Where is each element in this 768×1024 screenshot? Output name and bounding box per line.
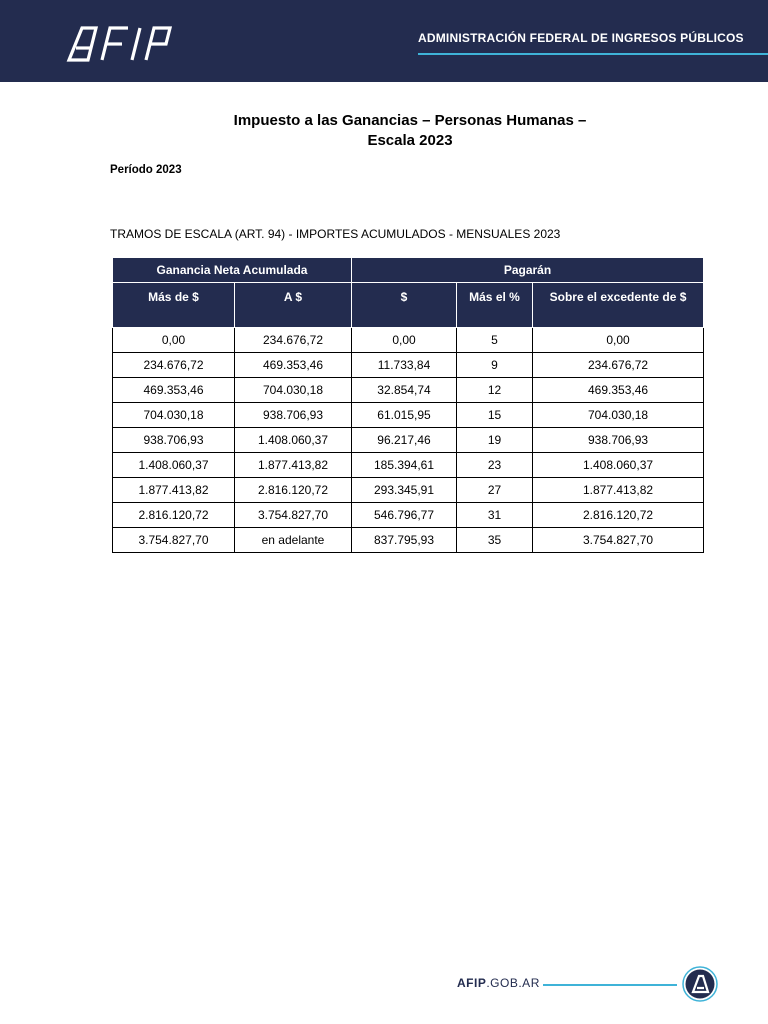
cell-a: 2.816.120,72 [235,478,352,503]
cell-sobre-excedente: 938.706,93 [533,428,704,453]
cell-mas-el-pct: 19 [457,428,533,453]
tramos-heading: TRAMOS DE ESCALA (ART. 94) - IMPORTES ACUMULADOS - MENSUALES 2023 [110,227,561,241]
cell-mas-el-pct: 15 [457,403,533,428]
footer-accent-line [543,984,677,986]
footer-url-rest: .GOB.AR [486,976,540,990]
table-row [113,353,704,378]
cell-pesos: 185.394,61 [352,453,457,478]
cell-sobre-excedente: 0,00 [533,328,704,353]
cell-pesos: 0,00 [352,328,457,353]
cell-mas-el-pct: 31 [457,503,533,528]
afip-badge-icon [682,966,718,1002]
table-row [113,478,704,503]
cell-sobre-excedente: 704.030,18 [533,403,704,428]
col-header-sobre-excedente: Sobre el excedente de $ [533,283,704,328]
cell-sobre-excedente: 1.408.060,37 [533,453,704,478]
table-row [113,453,704,478]
agency-name: ADMINISTRACIÓN FEDERAL DE INGRESOS PÚBLICOS [418,31,744,45]
cell-a: en adelante [235,528,352,553]
cell-mas-el-pct: 12 [457,378,533,403]
cell-mas-el-pct: 35 [457,528,533,553]
cell-sobre-excedente: 3.754.827,70 [533,528,704,553]
period-label: Período 2023 [110,164,182,176]
cell-a: 3.754.827,70 [235,503,352,528]
cell-sobre-excedente: 469.353,46 [533,378,704,403]
cell-mas-de: 938.706,93 [113,428,235,453]
cell-mas-de: 0,00 [113,328,235,353]
cell-sobre-excedente: 234.676,72 [533,353,704,378]
col-header-a: A $ [235,283,352,328]
cell-sobre-excedente: 1.877.413,82 [533,478,704,503]
cell-mas-de: 2.816.120,72 [113,503,235,528]
table-row [113,403,704,428]
cell-pesos: 96.217,46 [352,428,457,453]
col-header-mas-el-pct: Más el % [457,283,533,328]
cell-mas-el-pct: 9 [457,353,533,378]
group-header-ganancia: Ganancia Neta Acumulada [113,258,352,283]
cell-a: 1.408.060,37 [235,428,352,453]
cell-mas-de: 469.353,46 [113,378,235,403]
cell-pesos: 837.795,93 [352,528,457,553]
table-row [113,528,704,553]
cell-mas-de: 1.877.413,82 [113,478,235,503]
cell-mas-de: 704.030,18 [113,403,235,428]
header-bar [0,0,768,82]
document-title-line1: Impuesto a las Ganancias – Personas Humanas – [233,112,587,129]
header-accent-line [418,53,768,55]
document-title [0,111,768,151]
cell-pesos: 11.733,84 [352,353,457,378]
cell-mas-el-pct: 23 [457,453,533,478]
table-row [113,428,704,453]
cell-mas-de: 234.676,72 [113,353,235,378]
cell-sobre-excedente: 2.816.120,72 [533,503,704,528]
col-header-pesos: $ [352,283,457,328]
cell-pesos: 61.015,95 [352,403,457,428]
table-row [113,328,704,353]
cell-mas-de: 1.408.060,37 [113,453,235,478]
scale-table [112,257,704,553]
afip-logo [66,24,174,62]
table-row [113,503,704,528]
footer-url[interactable] [457,976,540,990]
group-header-pagaran: Pagarán [352,258,704,283]
cell-pesos: 293.345,91 [352,478,457,503]
cell-mas-el-pct: 5 [457,328,533,353]
document-title-line2: Escala 2023 [367,132,453,149]
cell-a: 469.353,46 [235,353,352,378]
cell-a: 704.030,18 [235,378,352,403]
cell-mas-de: 3.754.827,70 [113,528,235,553]
footer-url-bold: AFIP [457,976,487,990]
cell-a: 1.877.413,82 [235,453,352,478]
cell-mas-el-pct: 27 [457,478,533,503]
table-row [113,378,704,403]
cell-pesos: 32.854,74 [352,378,457,403]
scale-table-body [113,328,704,553]
cell-pesos: 546.796,77 [352,503,457,528]
col-header-mas-de: Más de $ [113,283,235,328]
cell-a: 938.706,93 [235,403,352,428]
cell-a: 234.676,72 [235,328,352,353]
